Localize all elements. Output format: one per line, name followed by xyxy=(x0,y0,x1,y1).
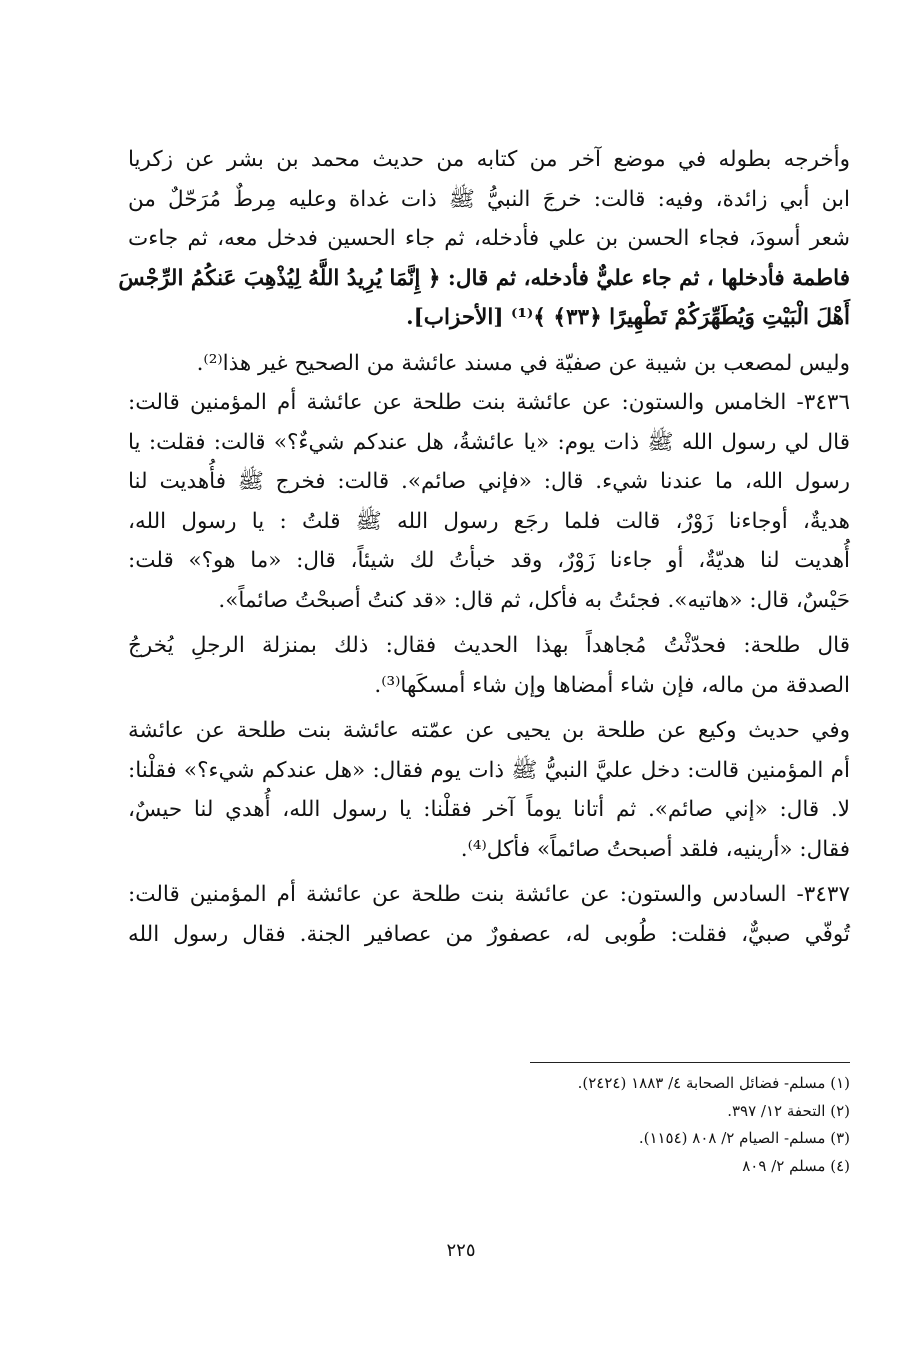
text-line: فقال: «أرينيه، فلقد أصبحتُ صائماً» فأكل⁽⁴⁾. xyxy=(460,836,850,862)
hadith-3436 xyxy=(128,383,850,620)
text-line: تُوفّي صبيٌّ، فقلت: طُوبى له، عصفورٌ من عصافير الجنة. فقال رسول الله xyxy=(128,921,850,947)
text-line: قال لي رسول الله ﷺ ذات يوم: «يا عائشةُ، هل عندكم شيءٌ؟» قالت: فقلت: يا xyxy=(128,429,850,455)
text-line: الصدقة من ماله، فإن شاء أمضاها وإن شاء أمسكَها⁽³⁾. xyxy=(374,672,850,698)
paragraph-1 xyxy=(118,140,850,338)
text-line: حَيْسٌ، قال: «هاتيه». فجئتُ به فأكل، ثم قال: «قد كنتُ أصبحْتُ صائماً». xyxy=(218,587,850,613)
hadith-heading-line: ٣٤٣٧- السادس والستون: عن عائشة بنت طلحة عن عائشة أم المؤمنين قالت: xyxy=(128,882,850,907)
footnote-divider xyxy=(530,1062,850,1063)
page-number: ٢٢٥ xyxy=(446,1240,476,1261)
text-line: قال طلحة: فحدّثْتُ مُجاهداً بهذا الحديث فقال: ذلك بمنزلة الرجلِ يُخرجُ xyxy=(128,633,850,658)
paragraph-talha xyxy=(128,626,850,705)
hadith-3437 xyxy=(128,875,850,954)
text-line: أَهْلَ الْبَيْتِ وَيُطَهِّرَكُمْ تَطْهِيرًا ﴿٣٣﴾ ﴾⁽¹⁾ [الأحزاب]. xyxy=(406,305,850,330)
text-line: وليس لمصعب بن شيبة عن صفيّة في مسند عائشة من الصحيح غير هذا⁽²⁾. xyxy=(196,350,850,376)
paragraph-2 xyxy=(128,344,850,384)
hadith-heading-line: ٣٤٣٦- الخامس والستون: عن عائشة بنت طلحة عن عائشة أم المؤمنين قالت: xyxy=(128,390,850,415)
text-line: أُهديت لنا هديّةٌ، أو جاءنا زَوْرٌ، وقد خبأتُ لك شيئاً، قال: «ما هو؟» قلت: xyxy=(128,548,851,573)
text-line: ابن أبي زائدة، وفيه: قالت: خرجَ النبيُّ ﷺ ذات غداة وعليه مِرطٌ مُرَحّلٌ من xyxy=(128,186,850,212)
text-line: هديةٌ، أوجاءنا زَوْرٌ، قالت فلما رجَع رسول الله ﷺ قلتُ : يا رسول الله، xyxy=(128,508,850,534)
text-line: وأخرجه بطوله في موضع آخر من كتابه من حديث محمد بن بشر عن زكريا xyxy=(128,147,850,172)
footnotes xyxy=(380,1070,850,1180)
text-line: لا. قال: «إني صائم». ثم أتانا يوماً آخر فقلْنا: يا رسول الله، أُهدي لنا حيسٌ، xyxy=(128,797,850,822)
main-text xyxy=(118,140,851,954)
text-line: شعر أسودَ، فجاء الحسن بن علي فأدخله، ثم جاء الحسين فدخل معه، ثم جاءت xyxy=(128,226,850,251)
text-line: أم المؤمنين قالت: دخل عليَّ النبيُّ ﷺ ذات يوم فقال: «هل عندكم شيء؟» فقلْنا: xyxy=(128,757,850,783)
footnote-3: (٣) مسلم- الصيام ٢/ ٨٠٨ (١١٥٤). xyxy=(638,1129,850,1147)
text-line: رسول الله، ما عندنا شيء. قال: «فإني صائم». قالت: فخرج ﷺ فأُهديت لنا xyxy=(128,469,850,494)
text-line: وفي حديث وكيع عن طلحة بن يحيى عن عمّته عائشة بنت طلحة عن عائشة xyxy=(128,718,850,743)
footnote-1: (١) مسلم- فضائل الصحابة ٤/ ١٨٨٣ (٢٤٢٤). xyxy=(577,1074,850,1092)
paragraph-waki xyxy=(128,711,850,869)
footnote-2: (٢) التحفة ١٢/ ٣٩٧. xyxy=(727,1101,850,1120)
footnote-4: (٤) مسلم ٢/ ٨٠٩ xyxy=(742,1156,850,1175)
text-line: فاطمة فأدخلها ، ثم جاء عليٌّ فأدخله، ثم قال: ﴿ إِنَّمَا يُرِيدُ اللَّهُ لِيُذْهِبَ عَنكُمُ الرِّجْسَ xyxy=(118,265,850,291)
